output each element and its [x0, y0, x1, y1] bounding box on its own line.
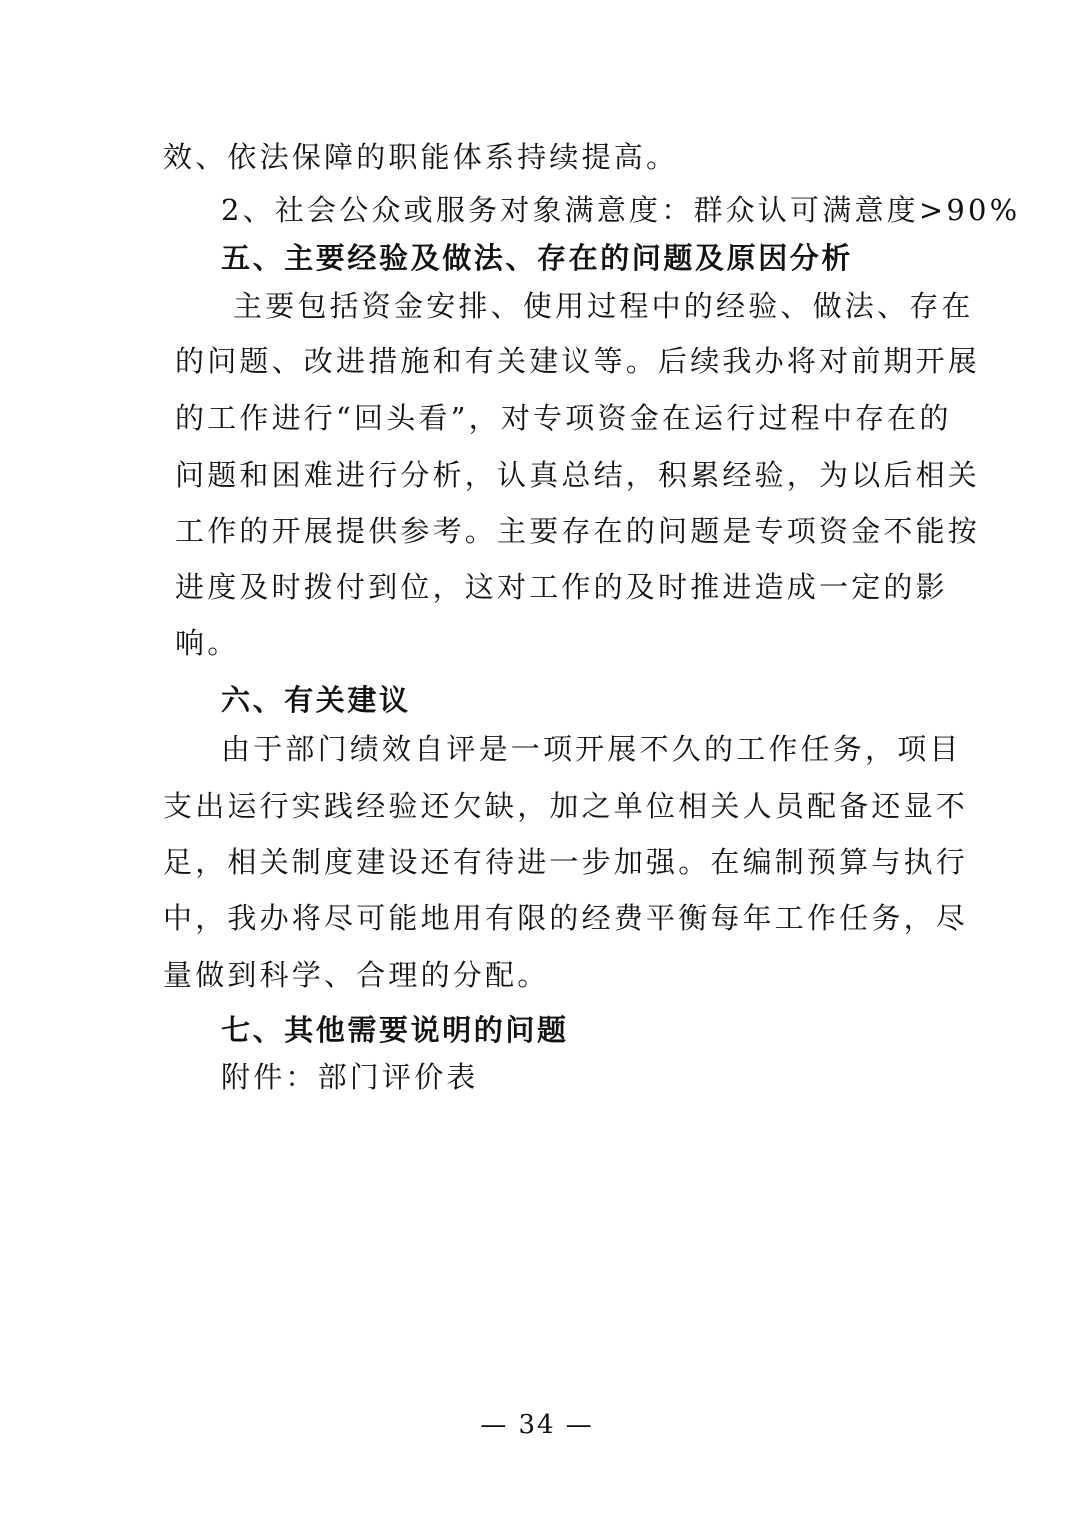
- paragraph-line: 工作的开展提供参考。主要存在的问题是专项资金不能按: [175, 514, 981, 548]
- paragraph-line: 由于部门绩效自评是一项开展不久的工作任务，项目: [221, 732, 962, 766]
- paragraph-line: 的工作进行“回头看”，对专项资金在运行过程中存在的: [175, 401, 952, 435]
- paragraph-line: 响。: [175, 626, 240, 660]
- paragraph-line: 效、依法保障的职能体系持续提高。: [163, 140, 679, 174]
- paragraph-line: 支出运行实践经验还欠缺，加之单位相关人员配备还显不: [163, 789, 969, 823]
- paragraph-line: 问题和困难进行分析，认真总结，积累经验，为以后相关: [175, 458, 981, 492]
- section-heading-7: 七、其他需要说明的问题: [221, 1013, 569, 1047]
- paragraph-line: 2、社会公众或服务对象满意度：群众认可满意度>90%: [221, 193, 1021, 227]
- paragraph-line: 进度及时拨付到位，这对工作的及时推进造成一定的影: [175, 570, 948, 604]
- section-heading-5: 五、主要经验及做法、存在的问题及原因分析: [221, 241, 854, 275]
- paragraph-line: 量做到科学、合理的分配。: [163, 958, 550, 992]
- paragraph-line: 的问题、改进措施和有关建议等。后续我办将对前期开展: [175, 344, 981, 378]
- attachment-line: 附件：部门评价表: [221, 1060, 479, 1094]
- section-heading-6: 六、有关建议: [221, 683, 411, 717]
- paragraph-line: 中，我办将尽可能地用有限的经费平衡每年工作任务，尽: [163, 901, 969, 935]
- paragraph-line: 足，相关制度建设还有待进一步加强。在编制预算与执行: [163, 845, 969, 879]
- page-number: — 34 —: [480, 1410, 594, 1440]
- paragraph-line: 主要包括资金安排、使用过程中的经验、做法、存在: [233, 289, 974, 323]
